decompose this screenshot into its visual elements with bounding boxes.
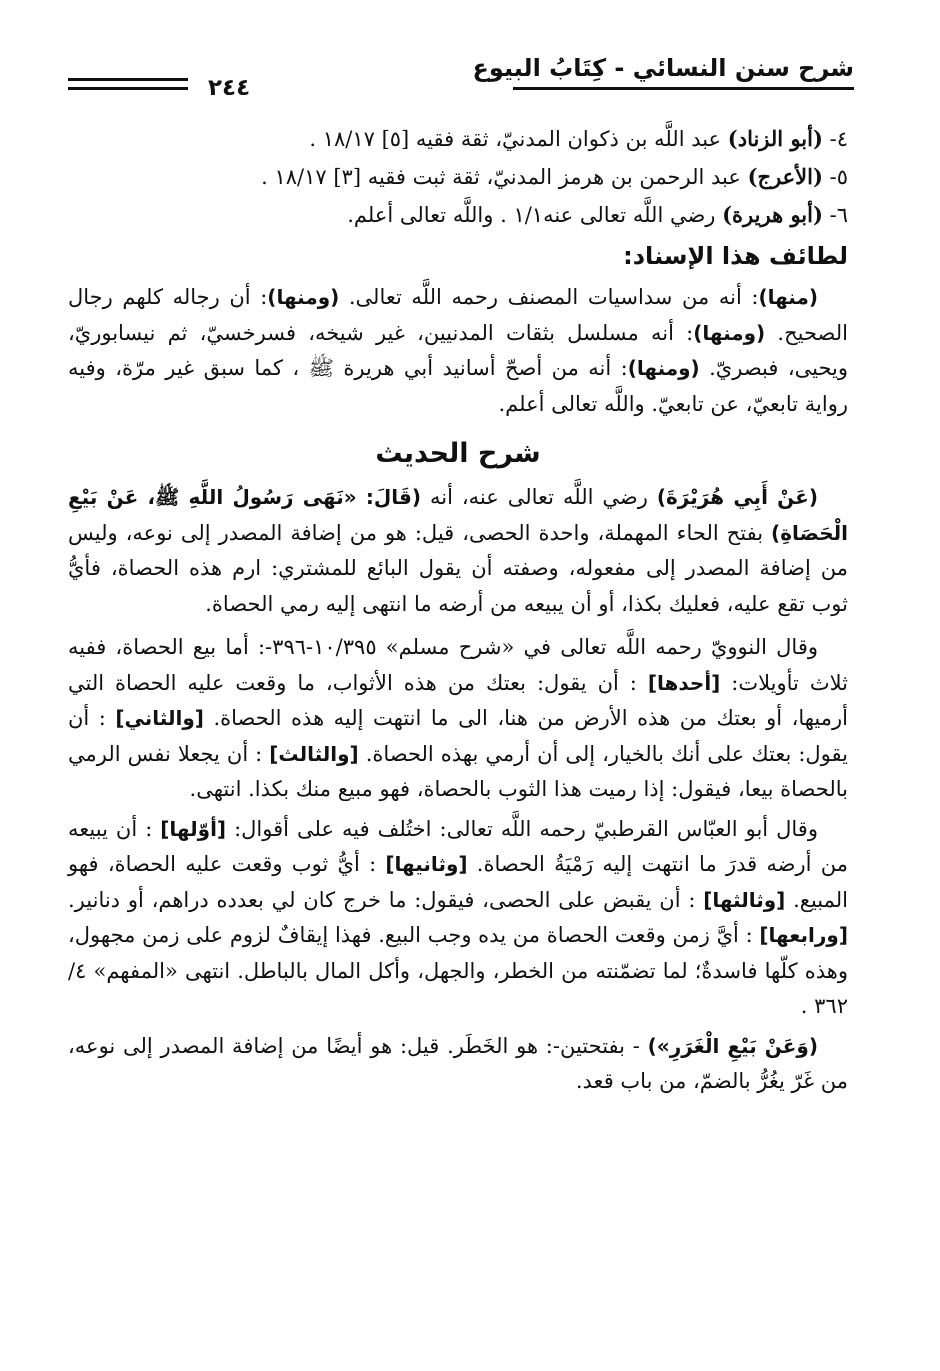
nawawi-paragraph — [68, 630, 848, 808]
bold-term: (ومنها) — [693, 320, 766, 345]
paragraph-text: بفتح الحاء المهملة، واحدة الحصى، قيل: هو من إضافة المصدر إلى نوعه، وليس من إضافة المصدر إلى مفعوله، وصفته أن يقول البائع للمشتري: ارم هذه الحصاة، فأيُّ ثوب تقع عليه، فعليك بكذا، أو أن يبيعه من أرضه ما انتهى إليه رمي الحصاة. — [68, 520, 848, 616]
paragraph-text: : أن يقبض على الحصى، فيقول: ما خرج كان لي بعدده دراهم، أو دنانير. — [68, 887, 704, 912]
paragraph-text: : أنه مسلسل بثقات المدنيين، غير شيخه، فسرخسيّ، ثم نيسابوريّ، ويحيى، فبصريّ. — [68, 320, 848, 380]
bold-term: (ومنها) — [267, 285, 340, 309]
running-title: شرح سنن النسائي - كِتَابُ البيوع — [472, 54, 854, 82]
narrator-text: رضي اللَّه تعالى عنه١/١ . واللَّه تعالى أعلم. — [347, 203, 723, 227]
bold-term: [والثالث] — [269, 741, 359, 766]
title-underline — [513, 87, 854, 90]
paragraph-text: : أن يقول: بعتك على أنك بالخيار، إلى أن أرمي بهذه الحصاة. — [68, 706, 848, 766]
header-decoration — [68, 78, 188, 98]
narrator-entry — [68, 122, 848, 156]
hadith-heading: شرح الحديث — [375, 438, 541, 469]
page-header — [68, 52, 854, 104]
narrator-entry — [68, 198, 848, 232]
bold-term: (عَنْ أَبِي هُرَيْرَةَ) — [656, 485, 818, 509]
paragraph-text: : أن يبيعه من أرضه قدرَ ما انتهت إليه رَمْيَةُ الحصاة. — [68, 816, 848, 876]
paragraph-text: - بفتحتين-: هو الخَطَر. قيل: هو أيضًا من إضافة المصدر إلى نوعه، من غَرّ يغُرُّ بالضمّ، من باب قعد. — [68, 1033, 848, 1093]
narrator-text: عبد اللَّه بن ذكوان المدنيّ، ثقة فقيه [٥] ١٨/١٧ . — [309, 127, 728, 151]
decoration-line — [68, 78, 188, 81]
narrator-entry — [68, 160, 848, 194]
paragraph-text: رضي اللَّه تعالى عنه، أنه — [421, 485, 657, 509]
narrator-name: (أبو الزناد) — [727, 126, 823, 151]
paragraph-text: : أن يجعلا نفس الرمي بالحصاة بيعا، فيقول: إذا رميت هذا الثوب بالحصاة، فهو مبيع منك بكذا. انتهى. — [68, 741, 848, 801]
hadith-paragraph — [68, 480, 848, 622]
isnad-paragraph — [68, 280, 848, 422]
bold-term: [وثانيها] — [385, 852, 468, 876]
narrator-name: (أبو هريرة) — [722, 202, 823, 227]
page-number: ٢٤٤ — [208, 75, 251, 101]
bold-term: [أوّلها] — [160, 816, 227, 841]
bold-term: (ومنها) — [627, 356, 700, 380]
paragraph-text: : أيَّ زمن وقعت الحصاة من يده وجب البيع. فهذا إيقافٌ لزوم على زمن مجهول، وهذه كلّها فاسدةٌ؛ لما تضمّنته من الخطر، والجهل، وأكل المال بالباطل. انتهى «المفهم» ٤/ ٣٦٢ . — [68, 923, 848, 1018]
page-content — [68, 118, 848, 1100]
bold-term: [وثالثها] — [703, 887, 786, 912]
bold-term: [ورابعها] — [759, 923, 848, 947]
paragraph-text: : أنه من سداسيات المصنف رحمه اللَّه تعالى. — [339, 285, 759, 309]
paragraph-text: وقال أبو العبّاس القرطبيّ رحمه اللَّه تعالى: اختُلف فيه على أقوال: — [226, 816, 818, 841]
bold-term: [أحدها] — [647, 670, 721, 695]
qurtubi-paragraph — [68, 812, 848, 1025]
bold-term: [والثاني] — [115, 706, 204, 730]
paragraph-gap — [68, 622, 848, 630]
bold-term: (وَعَنْ بَيْعِ الْغَرَرِ») — [647, 1033, 818, 1058]
narrator-text: عبد الرحمن بن هرمز المدنيّ، ثقة ثبت فقيه [٣] ١٨/١٧ . — [261, 165, 748, 189]
paragraph-text: : أنه من أصحّ أسانيد أبي هريرة ﷺ ، كما سبق غير مرّة، وفيه رواية تابعيّ، عن تابعيّ. واللَّه تعالى أعلم. — [68, 356, 848, 416]
bold-term: (منها) — [758, 285, 818, 309]
isnad-heading: لطائف هذا الإسناد: — [623, 242, 848, 270]
bold-term: (قَالَ: «نَهَى رَسُولُ اللَّهِ ﷺ، عَنْ بَيْعِ الْحَصَاةِ) — [68, 485, 848, 545]
narrator-number: ٤- — [829, 127, 848, 151]
decoration-line — [68, 87, 188, 90]
narrator-number: ٥- — [829, 165, 848, 189]
paragraph-text: وقال النوويّ رحمه اللَّه تعالى في «شرح مسلم» ١٠/٣٩٥-٣٩٦-: أما بيع الحصاة، ففيه ثلاث تأويلات: — [68, 635, 848, 695]
narrator-number: ٦- — [829, 203, 848, 227]
gharar-paragraph — [68, 1029, 848, 1100]
narrator-name: (الأعرج) — [747, 164, 823, 189]
paragraph-text: : أن يقول: بعتك من هذه الأثواب، ما وقعت عليه الحصاة التي أرميها، أو بعتك من هذه الأرض من هنا، الى ما انتهت إليه هذه الحصاة. — [68, 670, 848, 730]
paragraph-text: : أيُّ ثوب وقعت عليه الحصاة، فهو المبيع. — [68, 852, 849, 912]
paragraph-text: : أن رجاله كلهم رجال الصحيح. — [68, 285, 848, 345]
